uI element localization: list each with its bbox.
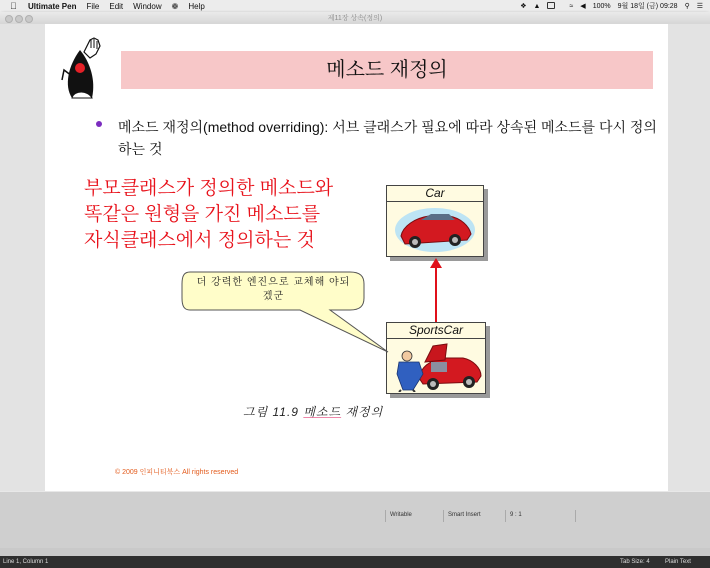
red-definition — [84, 176, 333, 254]
menu-file[interactable]: File — [86, 1, 100, 11]
syntax-mode[interactable]: Plain Text — [665, 559, 691, 565]
status-insert-mode[interactable]: Smart Insert — [443, 510, 505, 522]
figure-caption — [243, 403, 383, 420]
line-column[interactable]: Line 1, Column 1 — [3, 559, 49, 565]
caption-prefix: 그림 11.9 — [243, 405, 304, 419]
search-icon[interactable]: ⚲ — [684, 3, 690, 10]
volume-icon[interactable]: ◀ — [580, 3, 586, 10]
bottom-status-bar — [0, 556, 710, 568]
copyright: © 2009 인피니티북스 All rights reserved — [115, 469, 239, 476]
clock[interactable]: 9월 18일 (금) 09:28 — [617, 3, 678, 10]
window-title: 제11장 상속(정의) — [327, 15, 383, 22]
screen-icon[interactable] — [547, 2, 562, 11]
left-margin — [0, 24, 45, 491]
red-car-icon — [395, 204, 475, 254]
inheritance-arrow — [428, 258, 444, 324]
status-cells — [385, 510, 576, 522]
menu-window[interactable]: Window — [133, 1, 162, 11]
menu-edit[interactable]: Edit — [109, 1, 124, 11]
list-icon[interactable]: ☰ — [696, 3, 703, 10]
uml-class-car — [386, 185, 484, 257]
bullet-text: 메소드 재정의(method overriding): 서브 클래스가 필요에 따라 상속된 메소드를 다시 정의하는 것 — [118, 119, 657, 157]
callout-text: 더 강력한 엔진으로 교체해 야되겠군 — [196, 277, 351, 302]
status-area — [0, 492, 710, 548]
caption-link: 메소드 — [303, 405, 342, 419]
menu-help[interactable]: Help — [188, 1, 205, 11]
class-name-car: Car — [387, 186, 483, 202]
right-margin — [668, 24, 710, 491]
battery-text[interactable]: 100% — [592, 2, 611, 10]
dropbox-icon[interactable]: ❖ — [520, 3, 527, 10]
caption-suffix: 재정의 — [341, 405, 384, 419]
red-line-2: 똑같은 원형을 가진 메소드를 — [84, 204, 321, 225]
slide-page — [45, 24, 668, 491]
status-position[interactable]: 9 : 1 — [505, 510, 576, 522]
uml-class-sportscar — [386, 322, 486, 394]
red-line-1: 부모클래스가 정의한 메소드와 — [84, 178, 334, 199]
wifi-icon[interactable]: ≈ — [569, 2, 574, 10]
bullet-icon — [96, 121, 102, 127]
app-menu[interactable]: Ultimate Pen — [28, 1, 77, 11]
slide-title: 메소드 재정의 — [326, 59, 448, 81]
duke-mascot-icon — [60, 36, 104, 100]
mechanic-car-icon — [389, 340, 483, 392]
red-line-3: 자식클래스에서 정의하는 것 — [84, 230, 315, 251]
tab-size[interactable]: Tab Size: 4 — [620, 559, 650, 565]
class-name-sportscar: SportsCar — [387, 323, 485, 339]
script-menu-icon[interactable]: ❁ — [171, 1, 179, 11]
drive-icon[interactable]: ▲ — [533, 2, 541, 10]
apple-menu-icon[interactable] — [10, 1, 20, 11]
status-writable[interactable]: Writable — [385, 510, 443, 522]
